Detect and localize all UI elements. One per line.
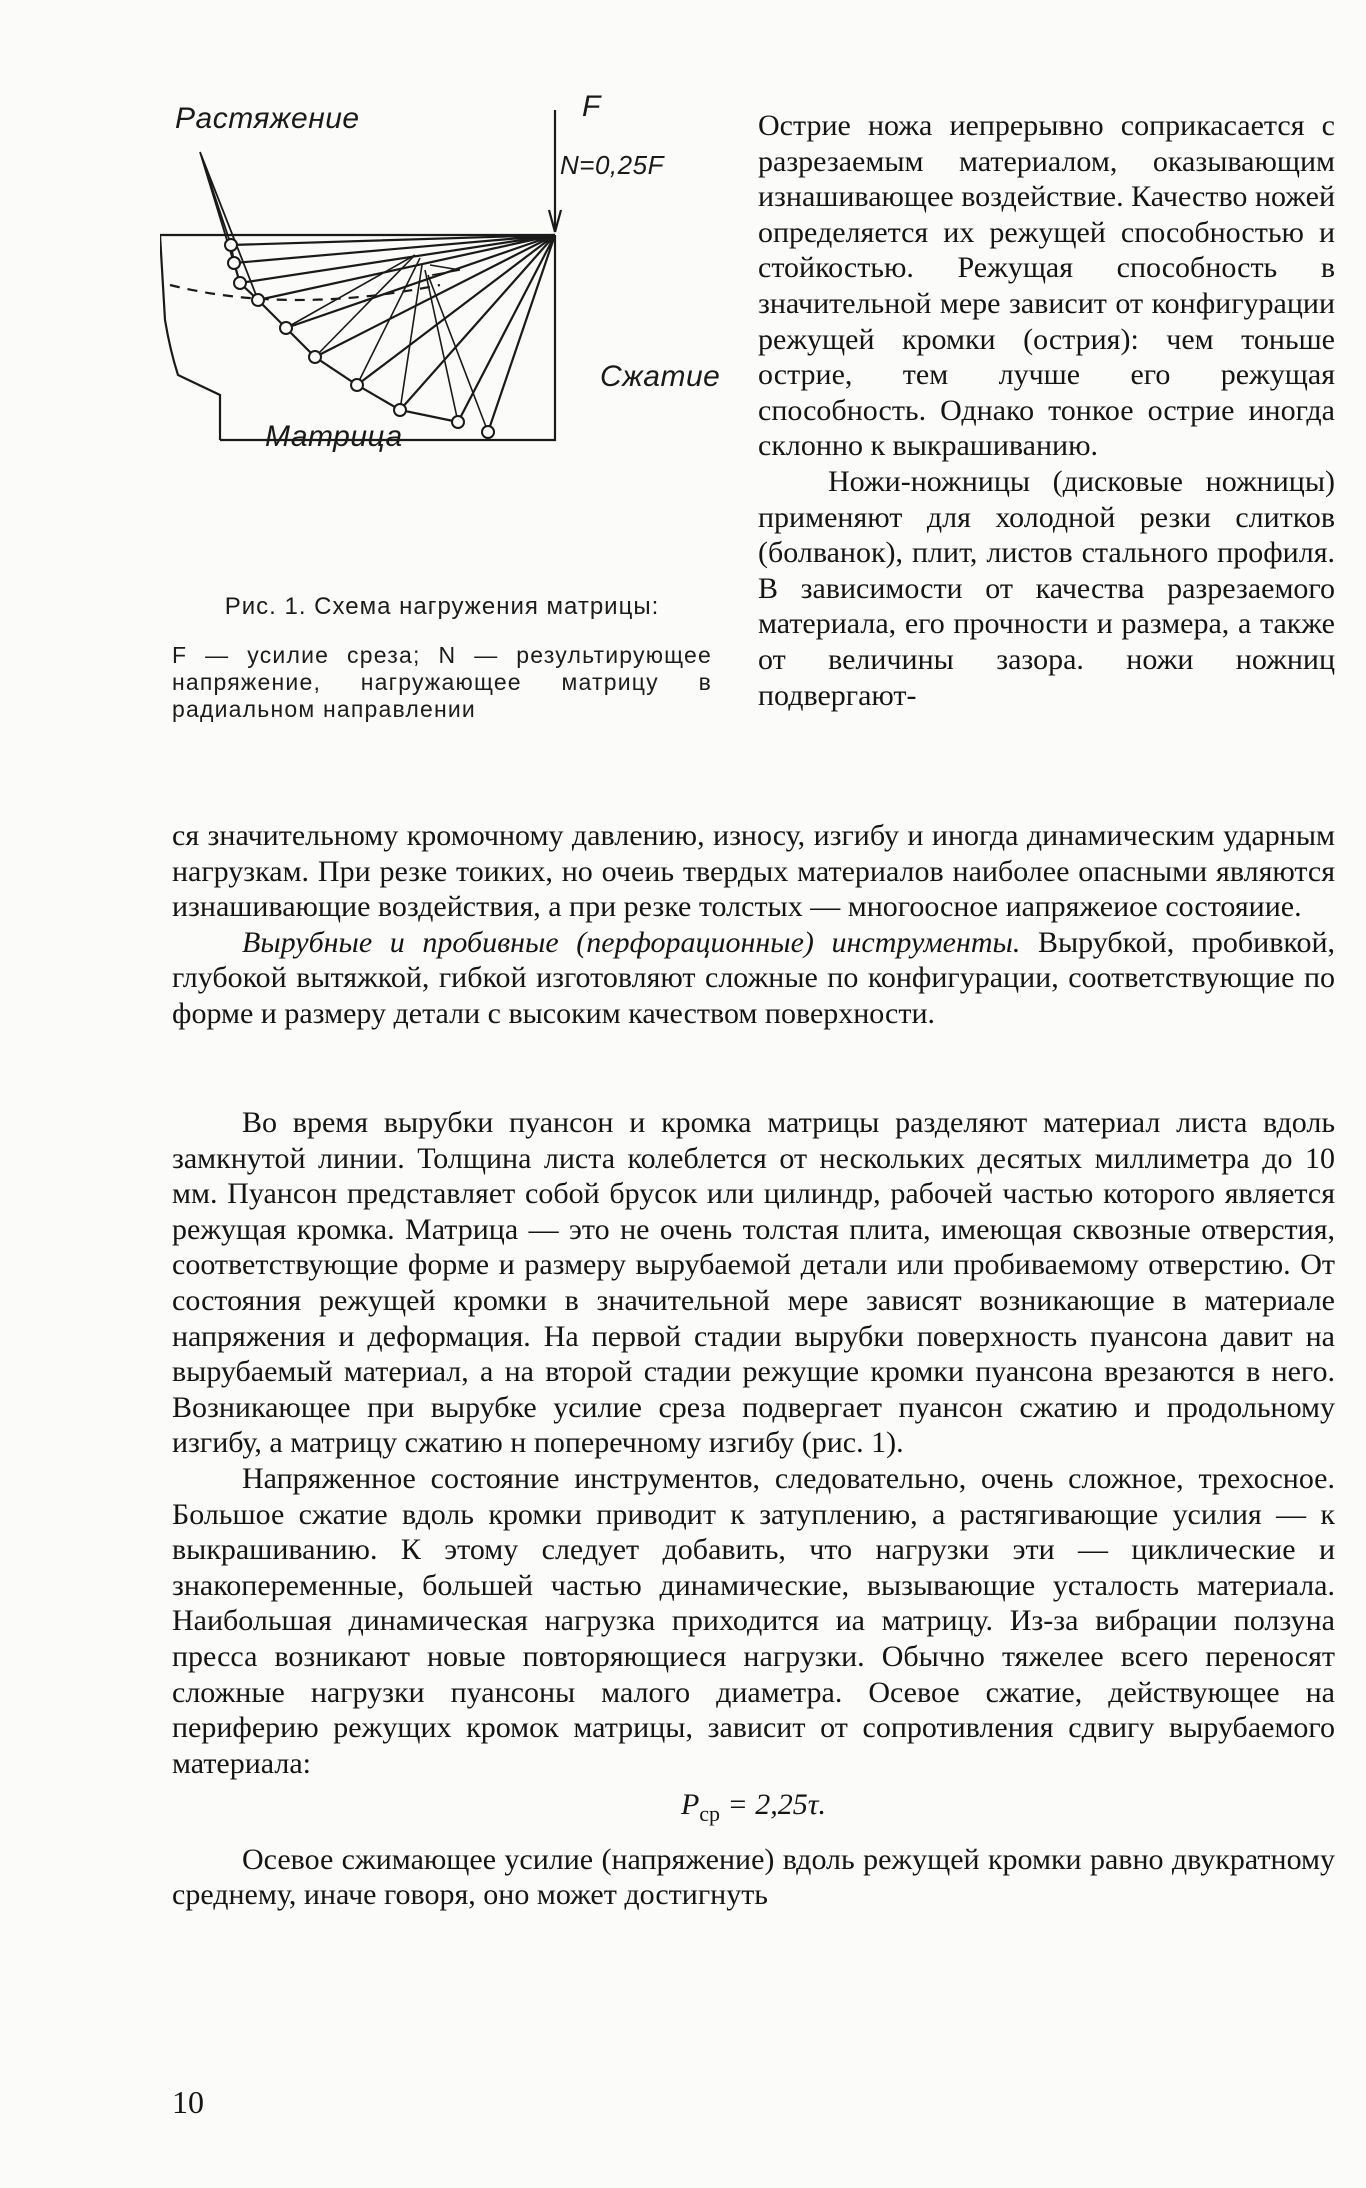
label-resultant: N=0,25F (560, 150, 664, 180)
die-left-edge (160, 235, 220, 440)
section-heading: Вырубные и пробивные (перфорационные) инструменты. (242, 925, 1021, 959)
label-force: F (582, 90, 601, 123)
die-right-edge (220, 235, 555, 440)
tension-arrows (200, 152, 258, 300)
caption-title: Рис. 1. Схема нагружения матрицы: (224, 593, 660, 620)
figure-die-loading-scheme (160, 90, 721, 510)
page-number: 10 (172, 2084, 204, 2120)
paragraph: Во время вырубки пуансон и кромка матрицы разделяют материал листа вдоль замкнутой линии. Толщина листа колеблется от нескольких десятых миллиметра до 10 мм. Пуансон представляет собой брусок или цилиндр, рабочей частью которого является режущая кромка. Матрица — это не очень толстая плита, имеющая сквозные отверстия, соответствующие форме и размеру вырубаемой детали или пробиваемому отверстию. От состояния режущей кромки в значительной мере зависят возникающие в материале напряжения и деформация. На первой стадии вырубки поверхность пуансона давит на вырубаемый материал, а на второй стадии режущие кромки пуансона врезаются в него. Возникающее при вырубке усилие среза подвергает пуансон сжатию и продольному изгибу, а матрицу сжатию н поперечному изгибу (рис. 1). (172, 1106, 1335, 1460)
label-tension: Растяжение (175, 102, 360, 135)
label-die: Матрица (265, 420, 403, 453)
paragraph: Напряженное состояние инструментов, следовательно, очень сложное, трехосное. Большое сжатие вдоль кромки приводит к затуплению, а растягивающие усилия — к выкрашиванию. К этому следует добавить, что нагрузки эти — циклические и знакопеременные, большей частью динамические, вызывающие усталость материала. Наибольшая динамическая нагрузка приходится иа матрицу. Из-за вибрации ползуна пресса возникают новые повторяющиеся нагрузки. Обычно тяжелее всего переносят сложные нагрузки пуансоны малого диаметра. Осевое сжатие, действующее на периферию режущих кромок матрицы, зависит от сопротивления сдвигу вырубаемого материала: (172, 1461, 1335, 1780)
full-width-text-continued (172, 1105, 1335, 1913)
paragraph-text: Вырубкой, пробивкой, глубокой вытяжкой, гибкой изготовляют сложные по конфигурации, соответствующие по форме и размеру детали с высоким качеством поверхности. (172, 925, 1335, 1030)
paragraph: ся значительному кромочному давлению, износу, изгибу и иногда динамическим ударным нагрузкам. При резке тоиких, но очеиь твердых материалов наиболее опасными являются изнашивающие воздействия, а при резке толстых — многоосное иапряжеиое состояиие. (172, 819, 1335, 924)
paragraph: Острие ножа иепрерывно соприкасается с разрезаемым материалом, оказывающим изнашивающее воздействие. Качество ножей определяется их режущей способностью и стойкостью. Режущая способность в значительной мере зависит от конфигурации режущей кромки (острия): чем тоньше острие, тем лучше его режущая способность. Однако тонкое острие иногда склонно к выкрашиванию. (758, 109, 1335, 463)
paragraph: Осевое сжимающее усилие (напряжение) вдоль режущей кромки равно двукратному среднему, иначе говоря, оно может достигнуть (172, 1842, 1335, 1912)
right-column-text (758, 108, 1335, 713)
full-width-text (172, 818, 1335, 1032)
paragraph: Ножи-ножницы (дисковые ножницы) применяют для холодной резки слитков (болванок), плит, листов стального профиля. В зависимости от качества разрезаемого материала, его прочности и размера, а также от величины зазора. ножи ножниц подвергают- (758, 464, 1335, 712)
caption-description: F — усилие среза; N — результирующее напряжение, нагружающее матрицу в радиальном направлении (172, 642, 712, 722)
label-compression: Сжатие (600, 360, 721, 393)
formula: $P_{ср} = 2,25\tau$. (680, 1788, 827, 1827)
figure-caption (172, 592, 712, 723)
paragraph-with-heading (172, 925, 1335, 1032)
radial-lines (231, 235, 555, 432)
